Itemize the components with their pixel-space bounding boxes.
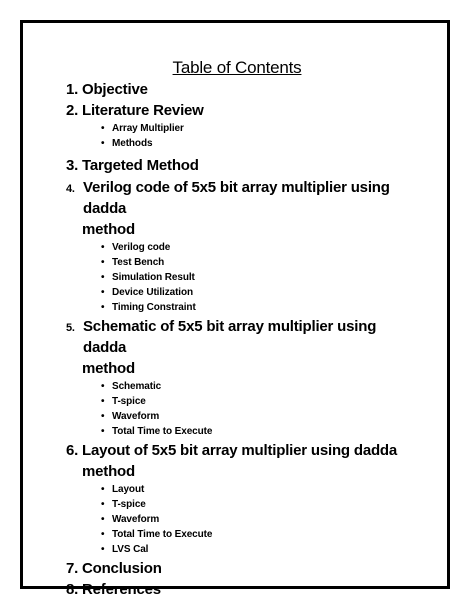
bullet-icon: • (101, 529, 105, 540)
toc-section-schematic (66, 316, 416, 439)
subsection-item: • Test Bench (101, 257, 165, 268)
subsection-list (66, 482, 416, 557)
document-title: Table of Contents (172, 58, 302, 77)
subsection-list (66, 379, 416, 439)
section-number: 2. (66, 102, 79, 119)
toc-list (66, 79, 416, 600)
bullet-icon: • (101, 484, 105, 495)
bullet-icon: • (101, 381, 105, 392)
subsection-item: • Schematic (101, 381, 162, 392)
section-title: Verilog code of 5x5 bit array multiplier using dadda (83, 179, 390, 217)
bullet-icon: • (101, 544, 105, 555)
section-title-continued: method (82, 463, 135, 480)
subsection-item: • Array Multiplier (101, 123, 184, 134)
bullet-icon: • (101, 138, 105, 149)
toc-section-targeted-method (66, 155, 416, 176)
section-title: Objective (82, 81, 148, 98)
subsection-item: • Verilog code (101, 242, 171, 253)
bullet-icon: • (101, 426, 105, 437)
section-title-continued: method (82, 360, 135, 377)
bullet-icon: • (101, 287, 105, 298)
bullet-icon: • (101, 411, 105, 422)
subsection-item: • LVS Cal (101, 544, 149, 555)
subsection-item: • Methods (101, 138, 153, 149)
section-title: Schematic of 5x5 bit array multiplier using dadda (83, 318, 377, 356)
toc-section-layout (66, 440, 416, 557)
toc-section-objective (66, 79, 416, 100)
subsection-item: • T-spice (101, 499, 146, 510)
subsection-item: • Total Time to Execute (101, 426, 213, 437)
section-number: 6. (66, 442, 79, 459)
bullet-icon: • (101, 514, 105, 525)
section-number: 3. (66, 157, 79, 174)
bullet-icon: • (101, 396, 105, 407)
bullet-icon: • (101, 302, 105, 313)
bullet-icon: • (101, 242, 105, 253)
section-title: References (82, 581, 161, 598)
toc-section-conclusion (66, 558, 416, 579)
toc-section-literature-review (66, 100, 416, 151)
subsection-item: • Waveform (101, 411, 160, 422)
section-title-continued: method (82, 221, 135, 238)
bullet-icon: • (101, 123, 105, 134)
subsection-item: • T-spice (101, 396, 146, 407)
section-number: 5. (66, 322, 75, 334)
toc-section-references (66, 579, 416, 600)
bullet-icon: • (101, 257, 105, 268)
section-number: 8. (66, 581, 79, 598)
section-title: Targeted Method (82, 157, 199, 174)
section-number: 7. (66, 560, 79, 577)
subsection-item: • Layout (101, 484, 145, 495)
section-title: Layout of 5x5 bit array multiplier using dadda (82, 442, 398, 459)
section-title: Conclusion (82, 560, 162, 577)
subsection-item: • Total Time to Execute (101, 529, 213, 540)
subsection-list (66, 240, 416, 315)
bullet-icon: • (101, 272, 105, 283)
subsection-list (66, 121, 416, 151)
toc-section-verilog-code (66, 177, 416, 315)
subsection-item: • Waveform (101, 514, 160, 525)
subsection-item: • Device Utilization (101, 287, 193, 298)
bullet-icon: • (101, 499, 105, 510)
section-title: Literature Review (82, 102, 204, 119)
section-number: 4. (66, 183, 75, 195)
section-number: 1. (66, 81, 79, 98)
subsection-item: • Timing Constraint (101, 302, 196, 313)
subsection-item: • Simulation Result (101, 272, 195, 283)
